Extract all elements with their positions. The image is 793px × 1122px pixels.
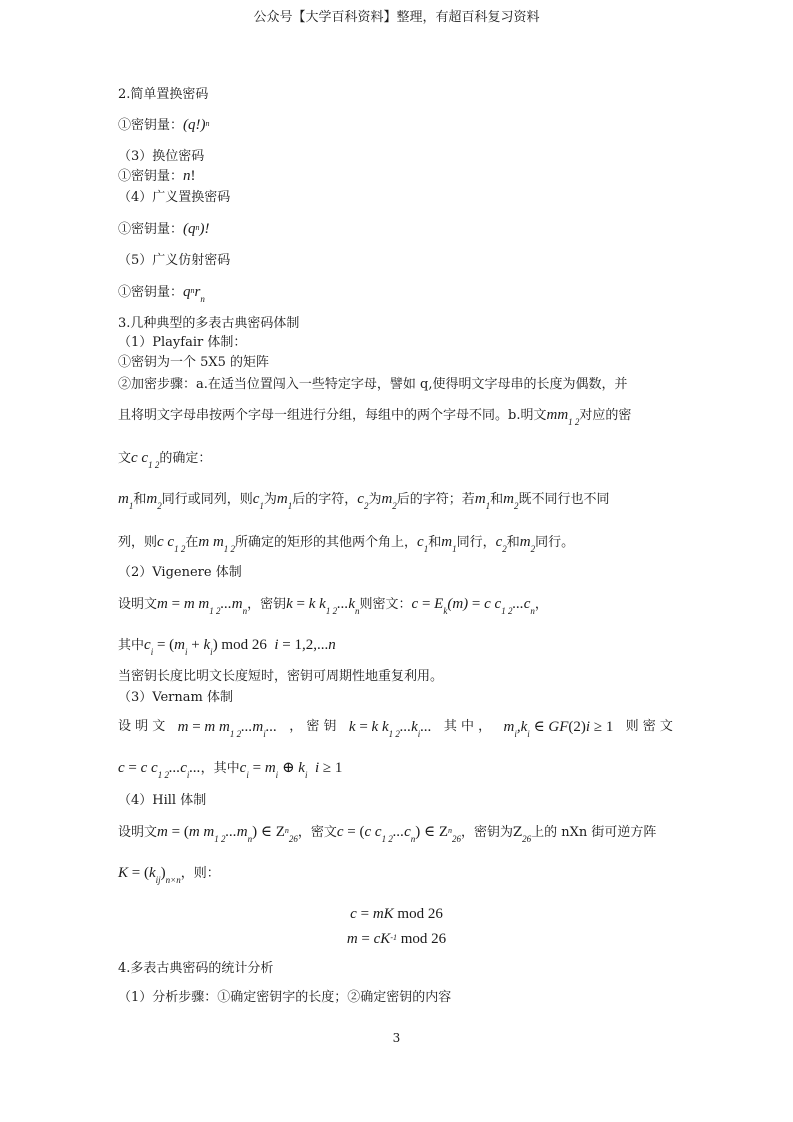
vernam-definition-line-1: 设 明 文 m = m $m_{1 2}...m_i$... ， 密 钥 k = k $k_{1 2}...k_i$... 其 中 ， $m_i,k_i$ ∈ GF(2)i ≥ 1 则 密 文 xyxy=(118,719,673,739)
vigenere-note: 当密钥长度比明文长度短时，密钥可周期性地重复利用。 xyxy=(118,669,444,684)
hill-encryption-formula: c = mK mod 26 xyxy=(350,906,443,922)
general-substitution-title: （4）广义置换密码 xyxy=(118,190,231,205)
vigenere-definition: 设明文m = m $m_{1 2}...m_n$，密钥k = k $k_{1 2}...k_n$则密文：$c = E_k(m) = c$ $c_{1 2}...c_n$， xyxy=(118,596,548,616)
hill-title: （4）Hill 体制 xyxy=(118,793,207,808)
key-count-general-substitution: ①密钥量：$(q^n)$! xyxy=(118,221,210,237)
key-count-simple-substitution: ①密钥量：$(q!)^n$ xyxy=(118,117,210,133)
hill-decryption-formula: m = cK-1 mod 26 xyxy=(346,931,447,947)
page-header: 公众号【大学百科资料】整理，有超百科复习资料 xyxy=(253,10,540,25)
analysis-steps: （1）分析步骤：①确定密钥字的长度；②确定密钥的内容 xyxy=(118,990,452,1005)
playfair-item-2-line-3: 文c $c_{1 2}$的确定： xyxy=(118,450,212,470)
vernam-definition-line-2: c = c $c_{1 2}...c_i$...，其中$c_i = m_i$ ⊕ $k_i$ i ≥ 1 xyxy=(118,760,343,780)
key-count-transposition: ①密钥量：n! xyxy=(118,168,196,184)
vigenere-formula: 其中$c_i = (m_i + k_i)$ mod 26 i = 1,2,...n xyxy=(118,637,336,657)
playfair-rule-line-2: 列，则c $c_{1 2}$在m $m_{1 2}$所确定的矩形的其他两个角上，$c_1$和$m_1$同行，$c_2$和$m_2$同行。 xyxy=(118,534,575,554)
hill-key-matrix: $K = (k_{ij})_{n\times n}$，则： xyxy=(118,865,220,885)
playfair-title: （1）Playfair 体制： xyxy=(118,335,247,350)
section-4-title: 4.多表古典密码的统计分析 xyxy=(118,961,274,976)
transposition-title: （3）换位密码 xyxy=(118,149,205,164)
playfair-item-2-line-1: ②加密步骤：a.在适当位置闯入一些特定字母，譬如 q,使得明文字母串的长度为偶数，并 xyxy=(118,377,628,392)
playfair-rule-line-1: $m_1$和$m_2$同行或同列，则$c_1$为$m_1$后的字符，$c_2$为$m_2$后的字符；若$m_1$和$m_2$既不同行也不同 xyxy=(118,491,610,511)
section-3-title: 3.几种典型的多表古典密码体制 xyxy=(118,316,300,331)
section-2-title: 2.简单置换密码 xyxy=(118,87,209,102)
playfair-item-1: ①密钥为一个 5X5 的矩阵 xyxy=(118,355,270,370)
page-number: 3 xyxy=(392,1031,401,1045)
key-count-general-affine: ①密钥量：$q^nr_n$ xyxy=(118,284,205,304)
general-affine-title: （5）广义仿射密码 xyxy=(118,253,231,268)
vernam-title: （3）Vernam 体制 xyxy=(118,690,233,705)
playfair-item-2-line-2: 且将明文字母串按两个字母一组进行分组，每组中的两个字母不同。b.明文$mm_{1 2}$对应的密 xyxy=(118,407,632,427)
vigenere-title: （2）Vigenere 体制 xyxy=(118,565,242,580)
hill-definition: 设明文m = (m $m_{1 2}...m_n$) ∈ $Z^n_{26}$，密文c = (c $c_{1 2}...c_n$) ∈ $Z^n_{26}$，密钥为$Z_{26}$上的 nXn 街可逆方阵 xyxy=(118,824,657,844)
